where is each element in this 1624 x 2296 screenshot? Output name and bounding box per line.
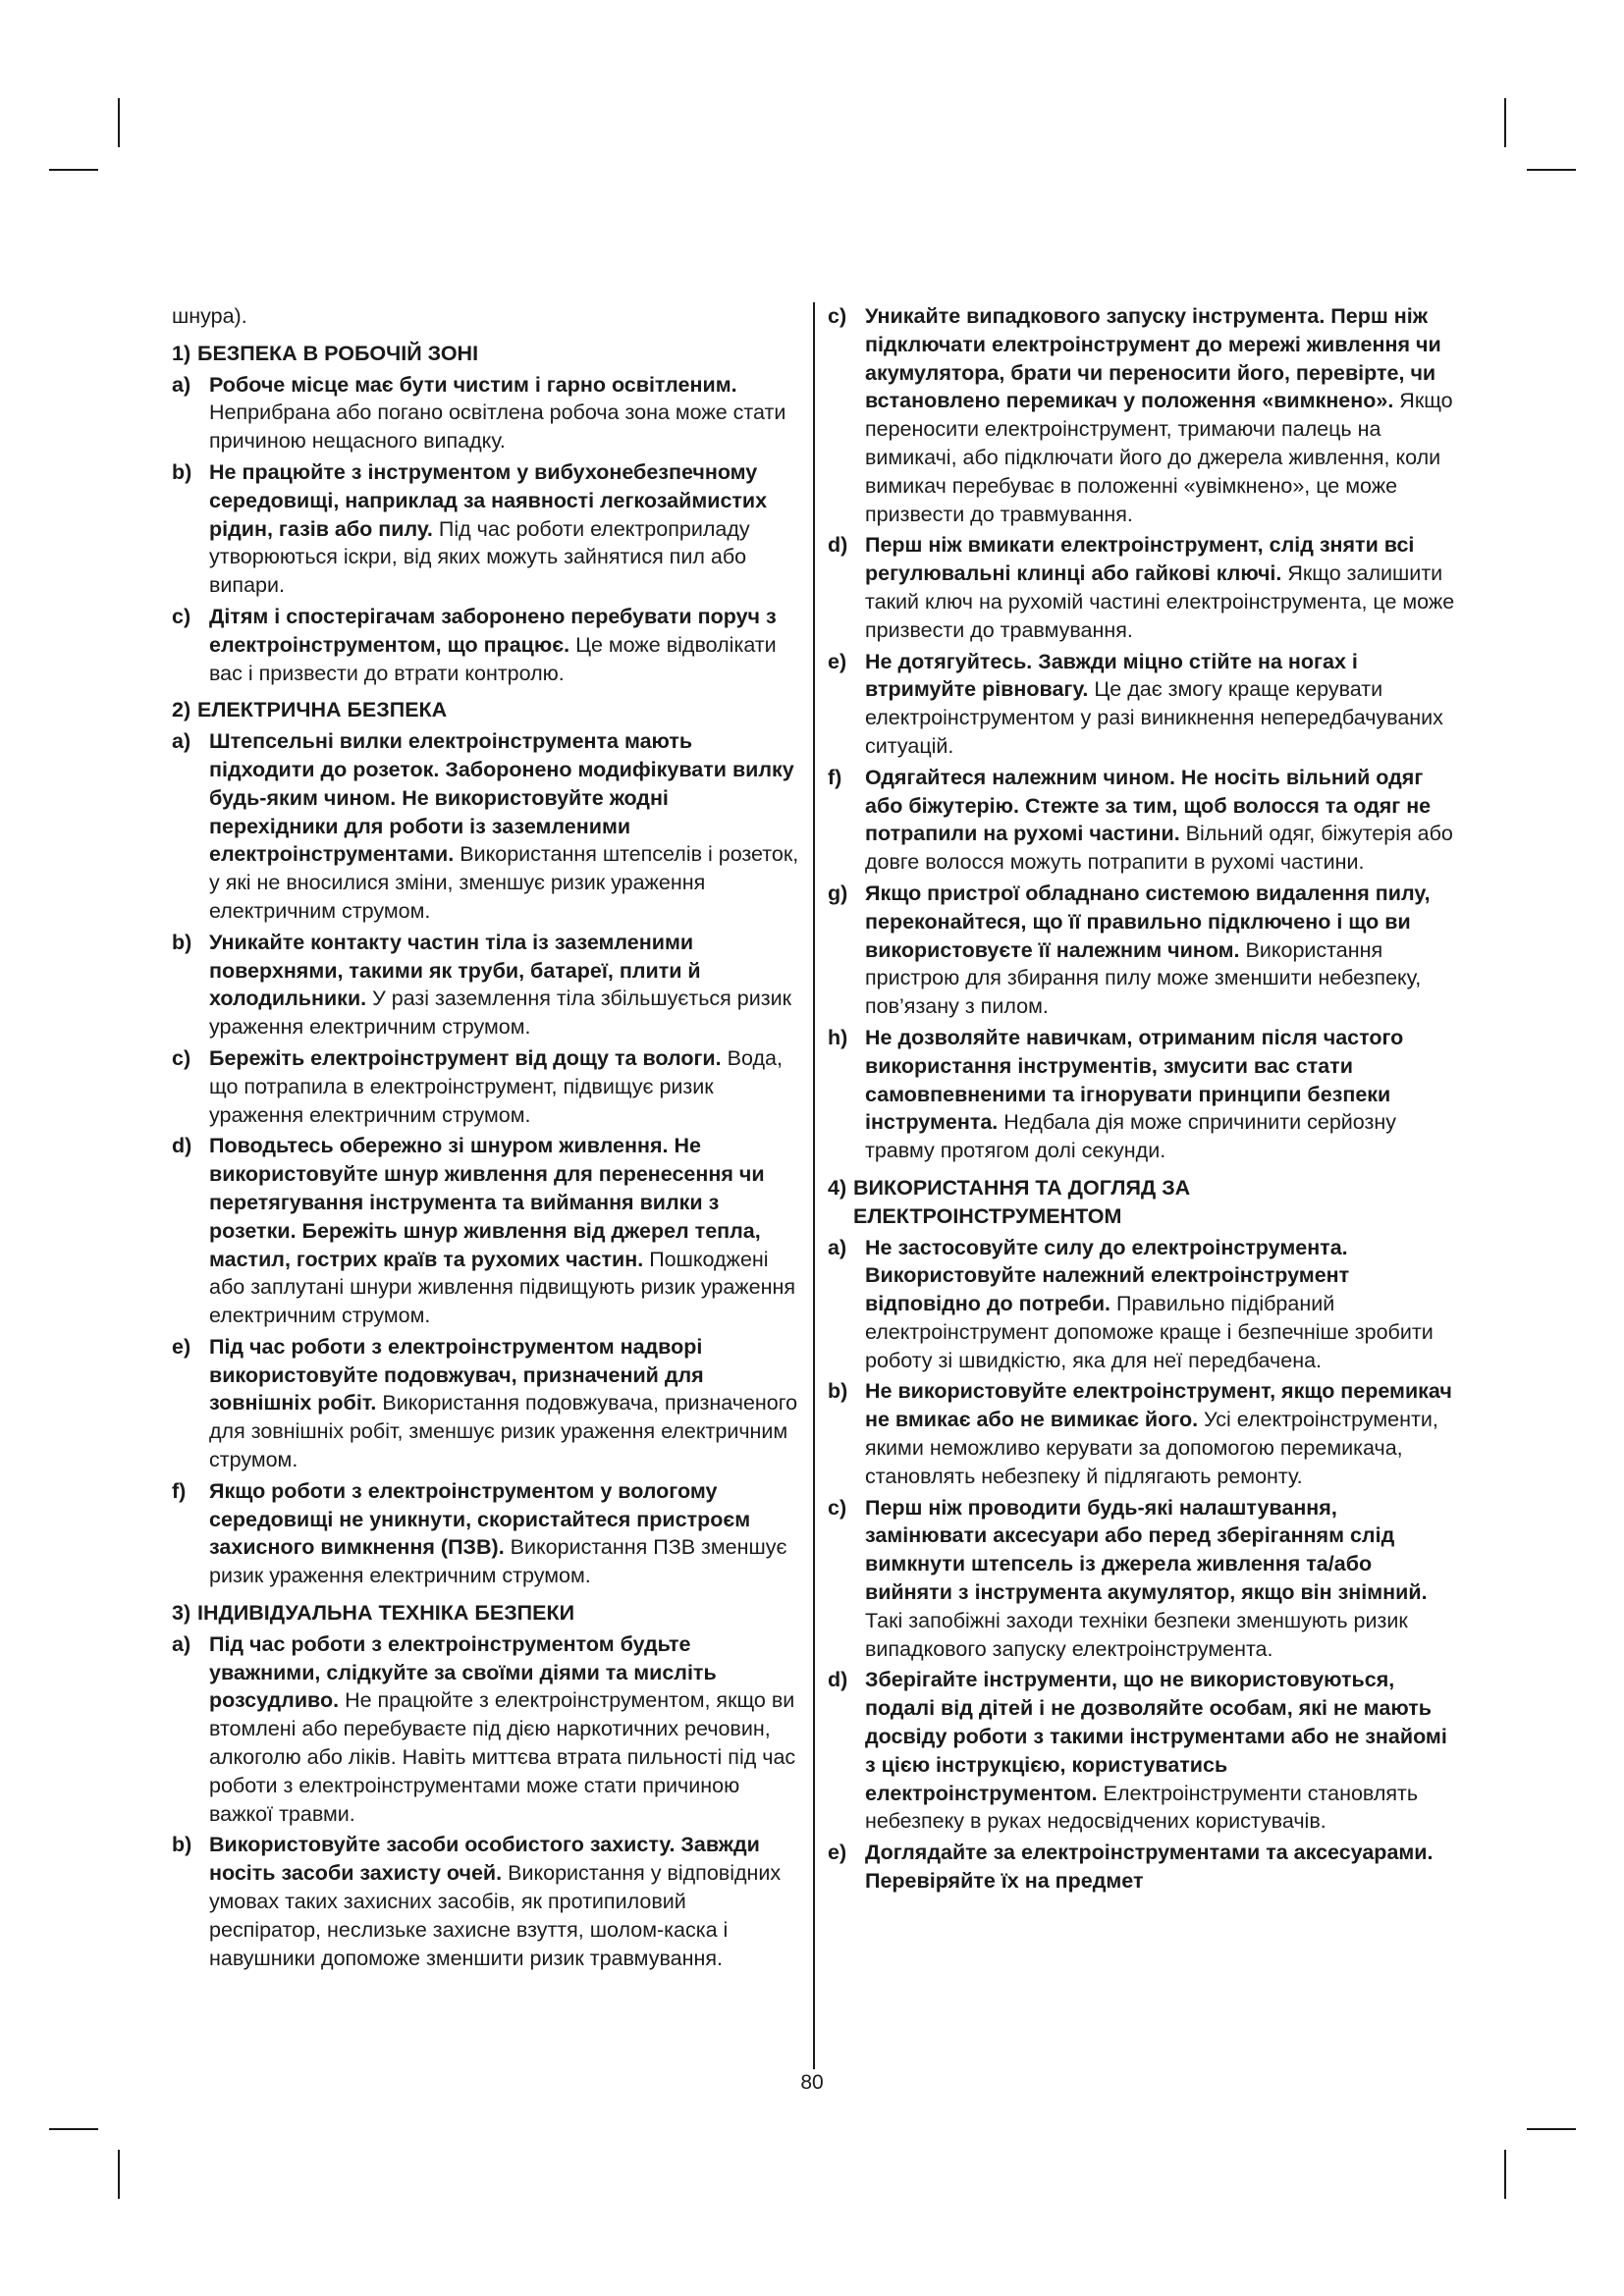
section-number: 4) <box>828 1175 847 1200</box>
item-heading: Дітям і спостерігачам заборонено перебувати поруч з електроінструментом, що працює. <box>209 604 777 657</box>
section-number: 3) <box>172 1601 191 1626</box>
item-letter: a) <box>172 1631 191 1656</box>
list-item <box>172 1132 800 1330</box>
section-title: БЕЗПЕКА В РОБОЧІЙ ЗОНІ <box>197 341 479 365</box>
crop-mark-bottom-left-horizontal <box>49 2128 98 2130</box>
item-heading: Якщо пристрої обладнано системою видалення пилу, переконайтеся, що її правильно підключено і що ви використовуєте її належним чином. <box>865 881 1431 962</box>
item-text: Це може відволікати вас і призвести до втрати контролю. <box>209 632 777 685</box>
item-letter: b) <box>828 1379 848 1404</box>
list-item <box>828 531 1461 644</box>
list-item <box>172 1477 800 1590</box>
item-text: Пошкоджені або заплутані шнури живлення підвищують ризик ураження електричним струмом. <box>209 1247 796 1328</box>
item-heading: Не працюйте з інструментом у вибухонебезпечному середовищі, наприклад за наявності легкозаймистих рідин, газів або пилу. <box>209 459 768 541</box>
list-item <box>172 1630 800 1829</box>
list-item <box>172 929 800 1041</box>
item-letter: f) <box>828 765 842 789</box>
list-item <box>828 880 1461 1021</box>
section-heading <box>172 696 800 724</box>
list-item <box>828 302 1461 528</box>
right-column <box>828 302 1461 1896</box>
crop-mark-top-right-horizontal <box>1527 169 1576 171</box>
crop-mark-bottom-right-horizontal <box>1527 2128 1576 2130</box>
item-text: Не працюйте з електроінструментом, якщо ви втомлені або перебуваєте під дією наркотичних речовин, алкоголю або ліків. Навіть миттєва втрата пильності під час роботи з електроінструментами може стати причиною важкої травми. <box>209 1688 796 1826</box>
item-letter: d) <box>172 1134 192 1158</box>
item-text: Неприбрана або погано освітлена робоча зона може стати причиною нещасного випадку. <box>209 400 786 454</box>
item-heading: Перш ніж проводити будь-які налаштування, замінювати аксесуари або перед зберіганням слід вимкнути штепсель із джерела живлення та/або вийняти з інструмента акумулятор, якщо він знімний. <box>865 1495 1428 1605</box>
item-heading: Під час роботи з електроінструментом надворі використовуйте подовжувач, призначений для зовнішніх робіт. <box>209 1334 704 1415</box>
item-heading: Поводьтесь обережно зі шнуром живлення. Не використовуйте шнур живлення для перенесення чи перетягування інструмента та виймання вилки з розетки. Бережіть шнур живлення від джерел тепла, мастил, гострих країв та рухомих частин. <box>209 1134 765 1271</box>
crop-mark-top-left-vertical <box>118 98 120 147</box>
item-heading: Перш ніж вмикати електроінструмент, слід зняти всі регулювальні клинці або гайкові ключі. <box>865 533 1415 586</box>
item-letter: a) <box>828 1235 847 1259</box>
item-letter: a) <box>172 729 191 754</box>
item-text: Вода, що потрапила в електроінструмент, підвищує ризик ураження електричним струмом. <box>209 1045 783 1127</box>
list-item <box>172 458 800 600</box>
item-text: Під час роботи електроприладу утворюються іскри, від яких можуть зайнятися пил або випари. <box>209 516 750 598</box>
section-number: 2) <box>172 698 191 722</box>
item-text: Електроінструменти становлять небезпеку в руках недосвідчених користувачів. <box>865 1781 1419 1834</box>
section-title-line-2: ЕЛЕКТРОІНСТРУМЕНТОМ <box>853 1203 1122 1228</box>
left-column <box>172 302 800 1972</box>
item-text: Якщо переносити електроінструмент, тримаючи палець на вимикачі, або підключати його до джерела живлення, коли вимикач перебуває в положенні «увімкнено», це може призвести до травмування. <box>865 389 1453 526</box>
list-item <box>172 1333 800 1474</box>
list-item <box>828 1377 1461 1490</box>
item-heading: Уникайте випадкового запуску інструмента. Перш ніж підключати електроінструмент до мережі живлення чи акумулятора, брати чи переносити його, перевірте, чи встановлено перемикач у положення «вимкнено». <box>865 304 1441 413</box>
item-letter: e) <box>172 1334 191 1359</box>
item-text: Правильно підібраний електроінструмент допоможе краще і безпечніше зробити роботу зі швидкістю, яка для неї передбачена. <box>865 1292 1434 1372</box>
item-text: Використання штепселів і розеток, у які не вносилися зміни, зменшує ризик ураження електричним струмом. <box>209 842 799 923</box>
list-item <box>172 1044 800 1129</box>
item-letter: e) <box>828 1841 847 1865</box>
crop-mark-top-left-horizontal <box>49 169 98 171</box>
item-letter: b) <box>172 1833 192 1857</box>
item-text: Недбала дія може спричинити серйозну травму протягом долі секунди. <box>865 1110 1396 1163</box>
item-letter: d) <box>828 533 848 558</box>
item-letter: b) <box>172 930 192 954</box>
item-letter: e) <box>828 649 847 673</box>
item-heading: Не дотягуйтесь. Завжди міцно стійте на ногах і втримуйте рівновагу. <box>865 649 1358 702</box>
list-item <box>172 727 800 926</box>
list-item <box>828 1666 1461 1836</box>
item-letter: b) <box>172 459 192 484</box>
section-number: 1) <box>172 341 191 365</box>
item-text: Усі електроінструменти, якими неможливо керувати за допомогою перемикача, становлять небезпеку й підлягають ремонту. <box>865 1408 1438 1488</box>
list-item <box>828 1839 1461 1896</box>
item-heading: Зберігайте інструменти, що не використовуються, подалі від дітей і не дозволяйте особам, які не мають досвіду роботи з такими інструментами або не знайомі з цією інструкцією, користуватись електроінструментом. <box>865 1668 1447 1805</box>
item-heading: Бережіть електроінструмент від дощу та вологи. <box>209 1045 722 1070</box>
item-heading: Не застосовуйте силу до електроінструмента. Використовуйте належний електроінструмент відповідно до потреби. <box>865 1235 1350 1316</box>
section-heading <box>172 1599 800 1628</box>
item-heading: Не використовуйте електроінструмент, якщо перемикач не вмикає або не вимикає його. <box>865 1379 1452 1432</box>
item-text: Використання подовжувача, призначеного для зовнішніх робіт, зменшує ризик ураження електричним струмом. <box>209 1391 798 1472</box>
section-heading <box>828 1174 1461 1231</box>
section-title: ЕЛЕКТРИЧНА БЕЗПЕКА <box>197 698 448 722</box>
column-divider <box>813 302 815 2069</box>
item-heading: Одягайтеся належним чином. Не носіть вільний одяг або біжутерію. Стежте за тим, щоб волосся та одяг не потрапили на рухомі частини. <box>865 765 1432 846</box>
item-heading: Не дозволяйте навичкам, отриманим після частого використання інструментів, змусити вас стати самовпевненими та ігнорувати принципи безпеки інструмента. <box>865 1025 1404 1135</box>
item-text: Використання у відповідних умовах таких захисних засобів, як протипиловий респіратор, неслизьке захисне взуття, шолом-каска і навушники допоможе зменшити ризик травмування. <box>209 1861 782 1970</box>
item-letter: d) <box>828 1668 848 1692</box>
item-letter: c) <box>828 1495 847 1520</box>
section-heading <box>172 340 800 368</box>
crop-mark-top-right-vertical <box>1504 98 1506 147</box>
list-item <box>828 648 1461 761</box>
list-item <box>172 371 800 455</box>
item-heading: Доглядайте за електроінструментами та аксесуарами. Перевіряйте їх на предмет <box>865 1841 1434 1894</box>
list-item <box>828 1234 1461 1375</box>
crop-mark-bottom-left-vertical <box>118 2150 120 2199</box>
list-item <box>172 1831 800 1972</box>
item-text: Використання пристрою для збирання пилу може зменшити небезпеку, пов’язану з пилом. <box>865 937 1422 1019</box>
item-text: Вільний одяг, біжутерія або довге волосся можуть потрапити в рухомі частини. <box>865 822 1453 875</box>
item-letter: c) <box>828 304 847 328</box>
item-text: Такі запобіжні заходи техніки безпеки зменшують ризик випадкового запуску електроінструмента. <box>865 1608 1408 1661</box>
list-item <box>828 1494 1461 1664</box>
item-letter: c) <box>172 1045 191 1070</box>
item-heading: Штепсельні вилки електроінструмента мають підходити до розеток. Заборонено модифікувати вилку будь-яким чином. Не використовуйте жодні перехідники для роботи із заземленими електроінструментами. <box>209 729 794 867</box>
item-letter: g) <box>828 881 848 905</box>
section-title: ІНДИВІДУАЛЬНА ТЕХНІКА БЕЗПЕКИ <box>197 1601 575 1626</box>
item-letter: a) <box>172 372 191 397</box>
item-heading: Якщо роботи з електроінструментом у вологому середовищі не уникнути, скористайтеся пристроєм захисного вимкнення (ПЗВ). <box>209 1478 751 1560</box>
item-letter: h) <box>828 1025 848 1049</box>
item-heading: Уникайте контакту частин тіла із заземленими поверхнями, такими як труби, батареї, плити й холодильники. <box>209 930 701 1011</box>
item-heading: Використовуйте засоби особистого захисту. Завжди носіть засоби захисту очей. <box>209 1833 760 1886</box>
section-title-line-1: ВИКОРИСТАННЯ ТА ДОГЛЯД ЗА <box>853 1175 1191 1200</box>
list-item <box>828 1024 1461 1165</box>
page-number: 80 <box>800 2071 824 2094</box>
item-heading: Робоче місце має бути чистим і гарно освітленим. <box>209 372 737 397</box>
list-item <box>828 764 1461 877</box>
item-letter: f) <box>172 1478 187 1503</box>
crop-mark-bottom-right-vertical <box>1504 2150 1506 2199</box>
intro-text: шнура). <box>172 304 247 328</box>
item-text: Якщо залишити такий ключ на рухомій частині електроінструмента, це може призвести до травмування. <box>865 561 1455 642</box>
item-text: Це дає змогу краще керувати електроінструментом у разі виникнення непередбачуваних ситуацій. <box>865 677 1443 758</box>
item-text: У разі заземлення тіла збільшується ризик ураження електричним струмом. <box>209 987 792 1040</box>
item-text: Використання ПЗВ зменшує ризик ураження електричним струмом. <box>209 1535 787 1588</box>
list-item <box>172 603 800 687</box>
item-heading: Під час роботи з електроінструментом будьте уважними, слідкуйте за своїми діями та мисліть розсудливо. <box>209 1631 717 1713</box>
item-letter: c) <box>172 604 191 628</box>
